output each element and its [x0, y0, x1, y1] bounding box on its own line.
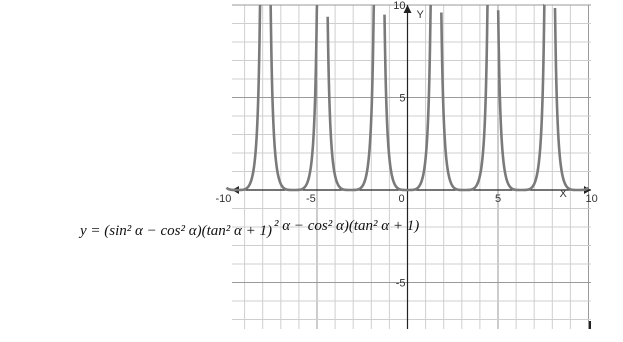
y-axis-label: Y	[416, 9, 424, 21]
y-tick-label: -5	[395, 277, 406, 290]
y-tick-label: 10	[393, 0, 406, 12]
formula-overlap-label: ² α − cos² α)(tan² α + 1)	[274, 218, 420, 234]
x-tick-label: 5	[495, 193, 502, 205]
x-tick-label: -10	[215, 193, 232, 205]
y-tick-label: 5	[399, 92, 406, 105]
formula-label: y = (sin² α − cos² α)(tan² α + 1)	[80, 223, 273, 239]
x-tick-label: 10	[585, 193, 598, 205]
x-tick-label: -5	[306, 193, 316, 205]
origin-label: 0	[398, 193, 405, 205]
corner-mark	[589, 321, 591, 329]
x-axis-label: X	[559, 188, 567, 200]
